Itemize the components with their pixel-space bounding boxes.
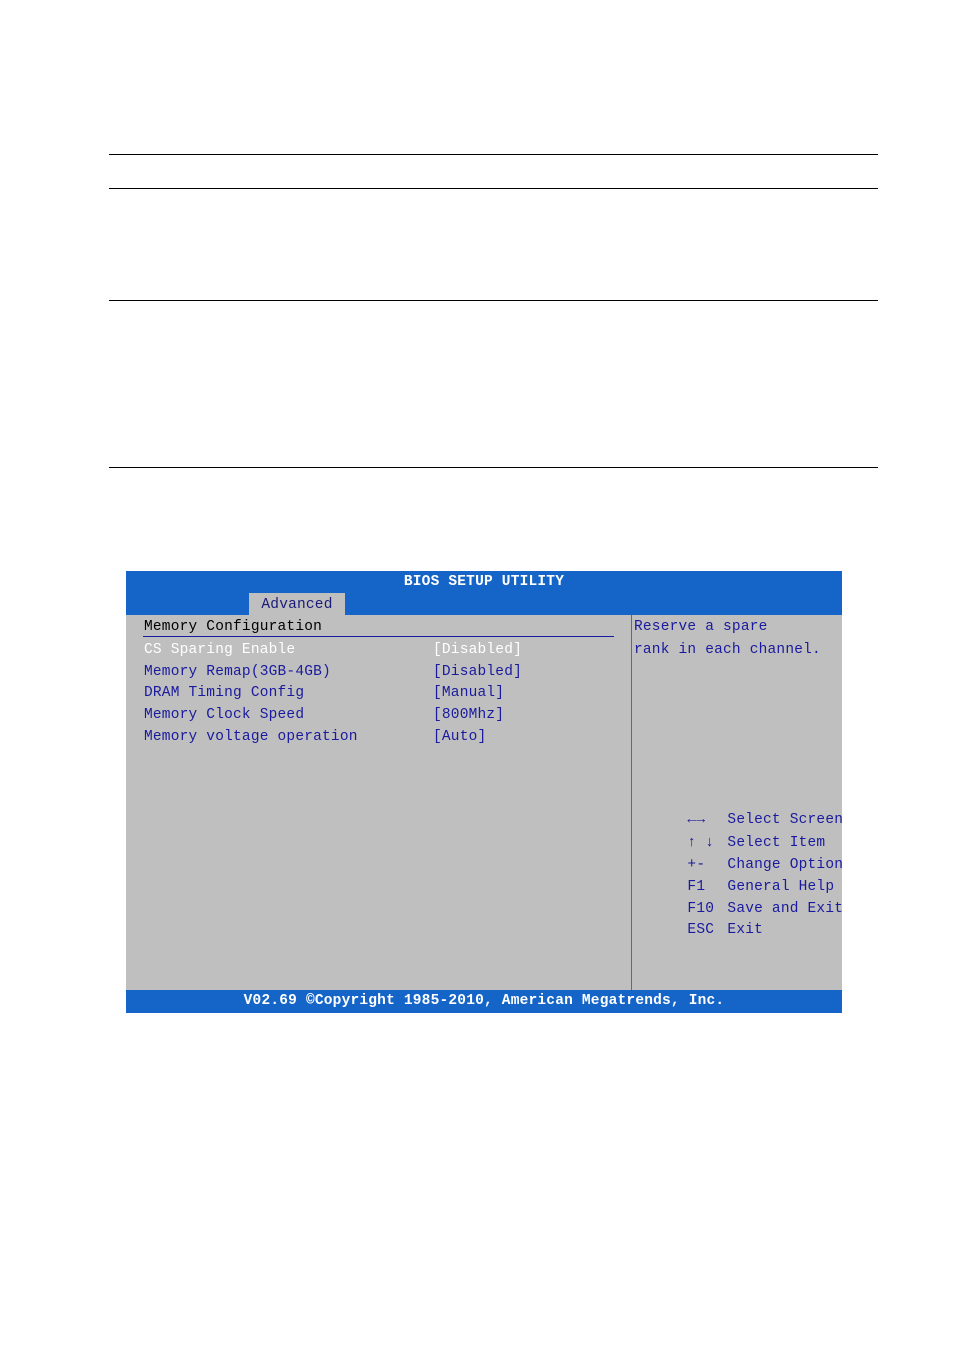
setting-memory-voltage-operation[interactable]: [144, 729, 614, 749]
tab-advanced[interactable]: Advanced: [249, 593, 345, 615]
horizontal-rule: [109, 467, 878, 468]
key-label: ESC: [687, 922, 715, 938]
help-text-line: Reserve a spare: [634, 619, 768, 635]
key-hint-save-and-exit: [634, 885, 844, 917]
setting-label: DRAM Timing Config: [144, 685, 305, 701]
bios-header: [126, 571, 842, 615]
key-action: Change Option: [727, 857, 844, 873]
setting-value: [800Mhz]: [433, 707, 505, 723]
key-hint-select-item: [634, 819, 826, 851]
key-action: Select Item: [727, 835, 826, 851]
help-text-line: rank in each channel.: [634, 642, 821, 658]
key-hint-change-option: [634, 841, 844, 873]
key-action: Save and Exit: [727, 901, 844, 917]
up-down-arrow-icon: ↑ ↓: [687, 835, 715, 851]
key-action: General Help: [727, 879, 835, 895]
horizontal-rule: [109, 300, 878, 301]
setting-memory-remap[interactable]: [144, 664, 614, 684]
setting-label: Memory voltage operation: [144, 729, 358, 745]
key-action: Exit: [727, 922, 764, 938]
section-title: Memory Configuration: [144, 619, 323, 635]
setting-value: [Disabled]: [433, 664, 523, 680]
key-label: +-: [687, 857, 706, 873]
section-divider: [143, 636, 614, 637]
key-hint-exit: [634, 906, 764, 938]
bios-footer: V02.69 ©Copyright 1985-2010, American Megatrends, Inc.: [126, 990, 842, 1013]
setting-label: Memory Clock Speed: [144, 707, 305, 723]
bios-title: BIOS SETUP UTILITY: [403, 574, 565, 590]
setting-memory-clock-speed[interactable]: [144, 707, 614, 727]
key-label: F10: [687, 901, 715, 917]
settings-panel: [126, 615, 631, 990]
setting-cs-sparing-enable[interactable]: [144, 642, 614, 662]
setting-value: [Auto]: [433, 729, 487, 745]
help-panel: [632, 615, 842, 990]
horizontal-rule: [109, 154, 878, 155]
setting-dram-timing-config[interactable]: [144, 685, 614, 705]
key-hint-general-help: [634, 863, 835, 895]
left-right-arrow-icon: ←→: [687, 812, 706, 828]
bios-screen: [126, 571, 842, 1013]
setting-label: Memory Remap(3GB-4GB): [144, 664, 331, 680]
key-hint-select-screen: [634, 796, 844, 828]
key-action: Select Screen: [727, 812, 844, 828]
setting-value: [Disabled]: [433, 642, 523, 658]
key-label: F1: [687, 879, 706, 895]
setting-label: CS Sparing Enable: [144, 642, 296, 658]
horizontal-rule: [109, 188, 878, 189]
setting-value: [Manual]: [433, 685, 505, 701]
